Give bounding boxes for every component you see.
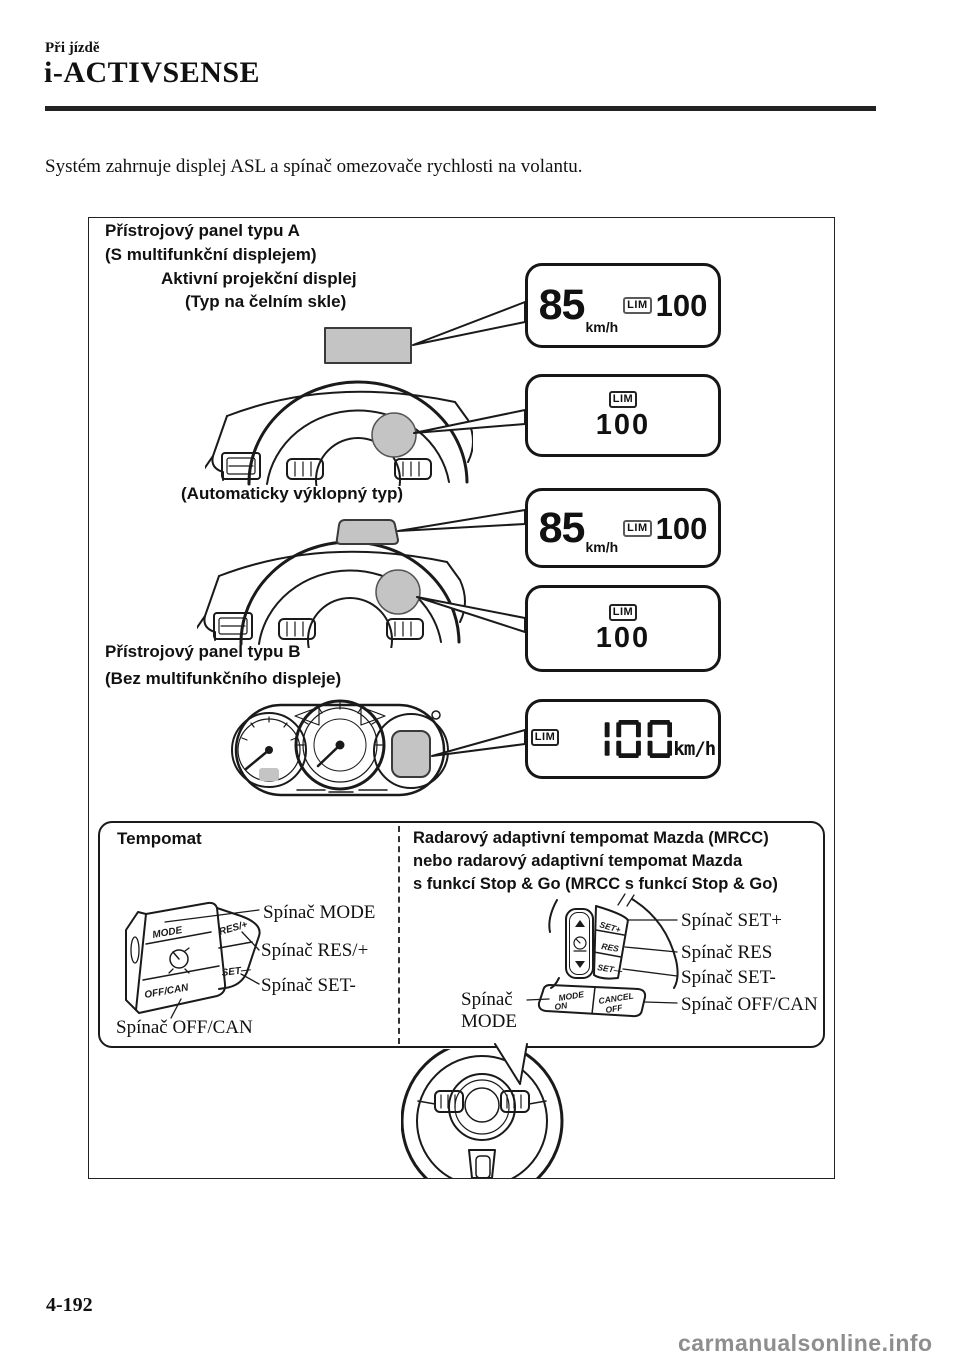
label-spinac-set-minus: Spínač SET-: [261, 975, 356, 996]
pod-label-res: RES/+: [217, 919, 249, 938]
label-spinac-mode-r1: Spínač: [461, 989, 513, 1010]
page-number: 4-192: [46, 1294, 93, 1316]
pod-label-mode2: MODE: [557, 989, 585, 1003]
pod-label-set: SET—: [221, 964, 252, 979]
cluster-lcd-rect: [392, 731, 430, 777]
cruise-box-tail: [487, 1038, 535, 1086]
label-spinac-set: Spínač SET-: [681, 967, 776, 988]
cluster-display-circle-a: [372, 413, 416, 457]
flip-type-label: (Automaticky výklopný typ): [181, 484, 403, 503]
limit-value: 100: [655, 288, 708, 323]
display-box-popup: [525, 488, 721, 568]
steering-wheel-drawing: [402, 1041, 562, 1178]
cluster-display-circle-flip: [376, 570, 420, 614]
label-spinac-offcan-r: Spínač OFF/CAN: [681, 994, 818, 1015]
label-spinac-mode-r2: MODE: [461, 1011, 517, 1032]
section-kicker: Při jízdě: [45, 40, 100, 56]
popup-hud-trapezoid: [337, 520, 398, 544]
panel-a-subtitle: (S multifunkční displejem): [105, 245, 317, 264]
display-box-hud: [525, 263, 721, 348]
intro-text: Systém zahrnuje displej ASL a spínač omezovače rychlosti na volantu.: [45, 156, 583, 177]
pod-label-res2: RES: [600, 941, 620, 954]
speed-unit: km/h: [585, 539, 619, 555]
instrument-cluster-drawing: [232, 701, 448, 795]
label-spinac-mode: Spínač MODE: [263, 902, 376, 923]
display-box-lcd: [525, 699, 721, 779]
lim-indicator-icon: LIM: [623, 297, 651, 314]
panel-b-title: Přístrojový panel typu B: [105, 642, 301, 661]
label-spinac-setplus: Spínač SET+: [681, 910, 782, 931]
panel-a-title: Přístrojový panel typu A: [105, 221, 300, 240]
limit-value: 100: [655, 510, 708, 546]
lim-indicator-icon: LIM: [531, 729, 559, 746]
lim-indicator-icon: LIM: [609, 604, 637, 621]
mrcc-title-line2: nebo radarový adaptivní tempomat Mazda: [413, 852, 743, 870]
pod-label-on: ON: [553, 1000, 568, 1012]
speed-value: 85: [538, 503, 585, 552]
pod-label-off: OFF: [604, 1002, 624, 1015]
speed-unit: km/h: [585, 319, 619, 335]
page-title: i-ACTIVSENSE: [44, 56, 261, 89]
header-rule: [45, 106, 876, 111]
pod-label-mode: MODE: [151, 924, 184, 941]
callout-lines: [398, 302, 525, 756]
label-spinac-offcan: Spínač OFF/CAN: [116, 1017, 253, 1038]
pod-label-setplus: SET+: [598, 919, 622, 935]
lcd-limit-value: [585, 720, 672, 758]
lcd-unit: km/h: [673, 738, 716, 760]
hud-title: Aktivní projekční displej: [161, 269, 357, 288]
panel-b-subtitle: (Bez multifunkčního displeje): [105, 669, 342, 688]
label-spinac-res-plus: Spínač RES/+: [261, 940, 369, 961]
hud-subtitle: (Typ na čelním skle): [185, 292, 347, 311]
section-divider: [398, 826, 400, 1044]
mrcc-title-line1: Radarový adaptivní tempomat Mazda (MRCC): [413, 829, 769, 847]
mrcc-title-line3: s funkcí Stop & Go (MRCC s funkcí Stop & Go): [413, 875, 778, 893]
pod-label-cancel: CANCEL: [597, 990, 635, 1006]
display-box-cluster-a: [525, 374, 721, 457]
speed-value: 85: [538, 281, 585, 329]
lim-indicator-icon: LIM: [609, 391, 637, 408]
limit-value: 100: [595, 622, 651, 654]
tempomat-title: Tempomat: [117, 829, 202, 848]
pod-label-setminus: SET—: [596, 962, 623, 976]
diagram-frame: [88, 217, 835, 1179]
hud-display-rect: [325, 328, 411, 363]
watermark: carmanualsonline.info: [678, 1330, 933, 1356]
lim-indicator-icon: LIM: [623, 520, 651, 537]
label-spinac-res: Spínač RES: [681, 942, 773, 963]
pod-label-offcan: OFF/CAN: [143, 982, 190, 1001]
limit-value: 100: [595, 409, 651, 441]
display-box-cluster-flip: [525, 585, 721, 672]
